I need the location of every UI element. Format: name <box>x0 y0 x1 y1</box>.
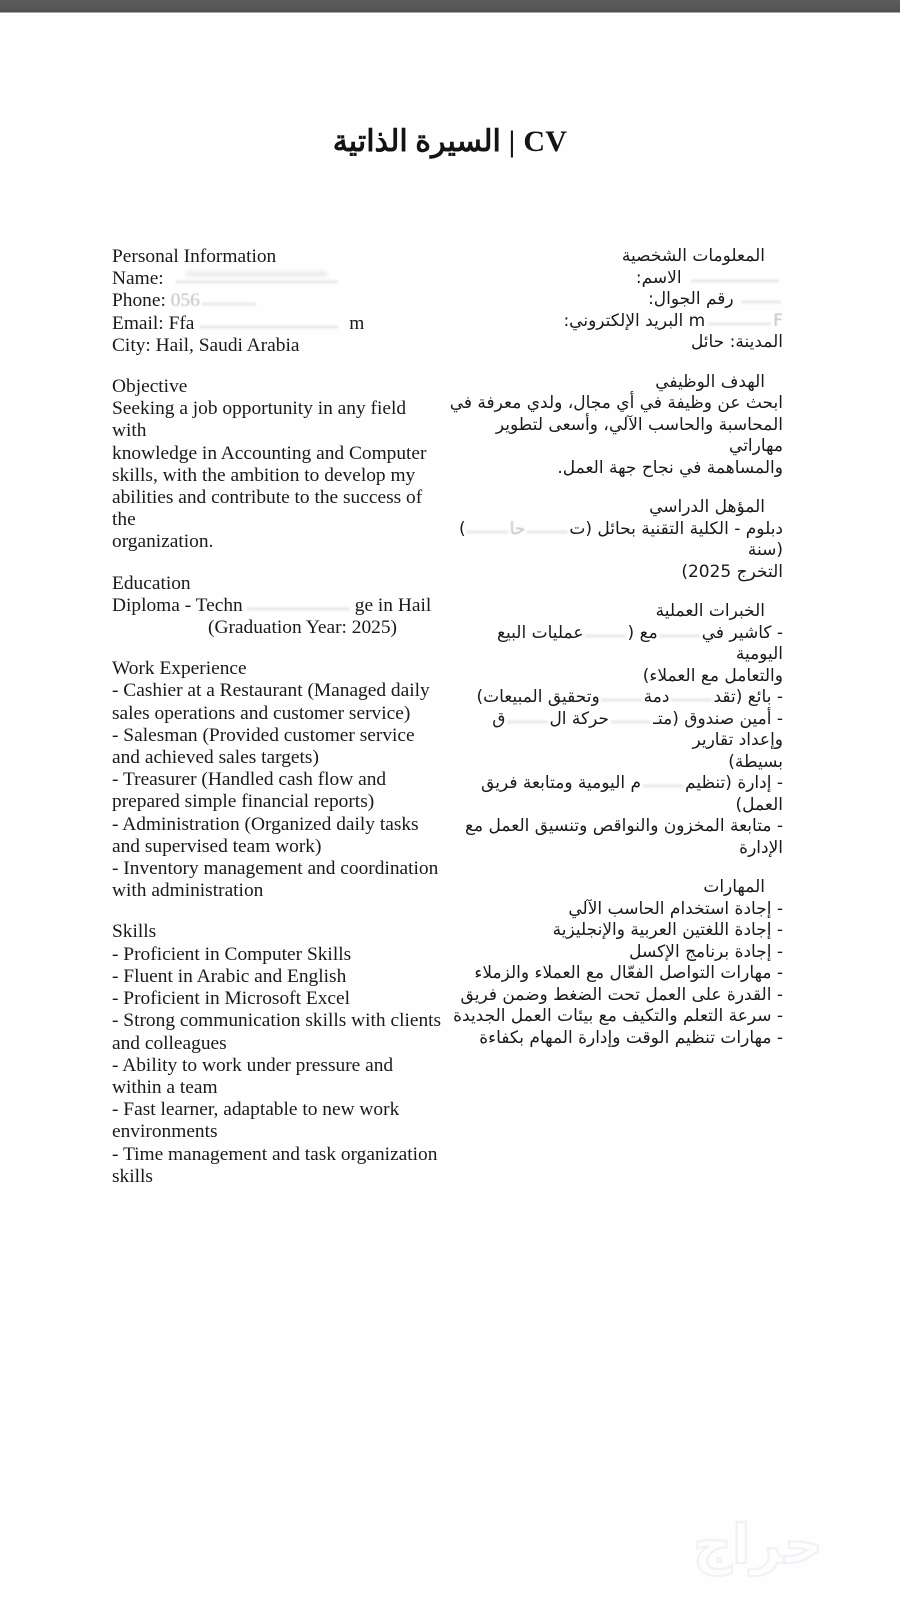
name-label-ar: الاسم: <box>635 267 682 288</box>
work-frag: - كاشير في <box>701 622 783 643</box>
skill-item: - Proficient in Computer Skills <box>112 943 352 965</box>
work-redacted <box>584 623 628 638</box>
work-frag: مع ( <box>627 622 658 643</box>
education-graduation-year: (Graduation Year: 2025) <box>208 617 398 639</box>
heading-personal-information-ar: المعلومات الشخصية <box>621 246 765 266</box>
skill-item-ar: - القدرة على العمل تحت الضغط وضمن فريق <box>460 984 783 1005</box>
work-item-ar <box>447 773 783 816</box>
education-degree <box>112 595 442 617</box>
email-suffix: m <box>349 312 365 334</box>
heading-work-experience: Work Experience <box>112 658 247 680</box>
email-label: Email: <box>112 312 164 334</box>
work-item: - Administration (Organized daily tasks and supervised team work) <box>112 813 424 857</box>
work-frag: حركة ال <box>549 708 610 729</box>
degree-redacted-ar <box>525 519 569 534</box>
arabic-column <box>447 246 783 1049</box>
education-degree-ar <box>447 519 783 562</box>
skill-item-ar: - مهارات تنظيم الوقت وإدارة المهام بكفاءة <box>479 1027 783 1048</box>
work-frag: - بائع (تقد <box>713 687 783 707</box>
work-item-ar <box>447 687 783 709</box>
work-redacted <box>609 709 653 724</box>
section-work-experience-ar <box>447 601 783 859</box>
work-frag: م اليومية ومتابعة فريق العمل) <box>475 773 783 815</box>
email-value-redacted-ar <box>705 311 773 326</box>
objective-line-ar: ابحث عن وظيفة في أي مجال، ولدي معرفة في <box>449 393 783 413</box>
work-item: - Cashier at a Restaurant (Managed daily sales operations and customer service) <box>112 680 435 724</box>
work-item-ar: - متابعة المخزون والنواقص وتنسيق العمل مع الإدارة <box>459 816 783 858</box>
heading-education-ar: المؤهل الدراسي <box>649 497 765 517</box>
work-frag: - إدارة (تنظيم <box>685 773 783 793</box>
field-email-ar <box>447 311 783 333</box>
phone-value-redacted-ar <box>739 289 783 304</box>
haraj-watermark <box>642 1505 874 1579</box>
page-title: CV | السيرة الذاتية <box>332 125 568 158</box>
skill-item: - Ability to work under pressure and within a team <box>112 1054 398 1098</box>
skill-item-ar: - سرعة التعلم والتكيف مع بيئات العمل الجديدة <box>453 1006 783 1026</box>
work-frag: دمة <box>643 687 670 707</box>
heading-work-experience-ar: الخبرات العملية <box>655 601 765 621</box>
degree-redacted <box>243 596 355 611</box>
degree-line-end-ar: ) (سنة <box>453 518 783 560</box>
work-redacted <box>658 623 702 638</box>
skill-item: - Time management and task organization skills <box>112 1143 443 1187</box>
city-label: City: <box>112 334 151 356</box>
skill-item: - Fast learner, adaptable to new work environments <box>112 1099 405 1143</box>
objective-line-ar: المحاسبة والحاسب الآلي، وأسعى لتطوير مهاراتي <box>490 414 783 456</box>
objective-line: knowledge in Accounting and Computer <box>112 442 427 464</box>
work-frag: - أمين صندوق (متـ <box>653 708 783 729</box>
section-personal-information-ar <box>447 246 783 354</box>
heading-objective-ar: الهدف الوظيفي <box>655 371 765 392</box>
work-item-ar: والتعامل مع العملاء) <box>642 665 783 686</box>
city-value: Hail, Saudi Arabia <box>155 334 300 356</box>
objective-line: skills, with the ambition to develop my <box>112 464 416 486</box>
email-value-redacted <box>194 314 344 329</box>
degree-suffix: ge in Hail <box>354 594 432 616</box>
objective-line: organization. <box>112 531 214 553</box>
skill-item: - Proficient in Microsoft Excel <box>112 988 351 1010</box>
field-phone <box>112 290 442 312</box>
heading-skills: Skills <box>112 921 157 943</box>
watermark-text: حراج <box>693 1513 823 1576</box>
email-tail-ar: m <box>688 310 706 331</box>
section-education-ar <box>447 497 783 583</box>
work-item: - Inventory management and coordination with administration <box>112 858 444 902</box>
degree-prefix: Diploma - Techn <box>112 594 243 616</box>
work-item: - Salesman (Provided customer service and achieved sales targets) <box>112 724 420 769</box>
field-city-ar: المدينة: حائل <box>690 332 783 352</box>
section-education-en <box>112 573 442 640</box>
phone-label-ar: رقم الجوال: <box>648 289 734 309</box>
field-name <box>112 268 442 290</box>
name-value-redacted <box>169 269 345 284</box>
work-redacted <box>669 687 713 702</box>
section-work-experience-en <box>112 658 442 902</box>
document-page <box>0 14 900 1601</box>
phone-value-partial: 056 <box>170 290 200 312</box>
section-skills-en <box>112 921 446 1187</box>
section-objective-en <box>112 376 442 554</box>
skill-item-ar: - إجادة اللغتين العربية والإنجليزية <box>552 920 783 940</box>
work-item: - Treasurer (Handled cash flow and prepared simple financial reports) <box>112 769 391 813</box>
section-personal-information-en <box>112 246 442 357</box>
degree-redacted-ar-2 <box>466 519 510 534</box>
email-value-partial: Ffa <box>168 312 195 334</box>
degree-line-start-ar: دبلوم - الكلية التقنية بحائل (ت <box>569 518 783 539</box>
skill-item: - Strong communication skills with clients and colleagues <box>112 1010 446 1054</box>
field-phone-ar <box>447 289 783 311</box>
skill-item-ar: - إجادة برنامج الإكسل <box>629 941 783 962</box>
field-city <box>112 335 442 357</box>
section-objective-ar <box>447 372 783 480</box>
email-label-ar: البريد الإلكتروني: <box>563 310 684 331</box>
work-frag: وتحقيق المبيعات) <box>476 687 600 707</box>
field-email <box>112 313 442 335</box>
phone-value-redacted <box>200 291 258 306</box>
name-value-redacted-ar <box>687 268 783 283</box>
heading-education: Education <box>112 572 191 594</box>
education-graduation-year-ar: التخرج 2025) <box>681 561 783 582</box>
skill-item: - Fluent in Arabic and English <box>112 965 347 987</box>
work-item-ar <box>447 709 783 752</box>
email-fragment-ar: F <box>773 310 783 331</box>
work-redacted <box>600 687 644 702</box>
degree-line-mid-ar: حا <box>509 518 526 539</box>
english-column <box>112 246 446 1188</box>
heading-skills-ar: المهارات <box>703 877 765 897</box>
work-item-ar <box>447 623 783 666</box>
work-redacted <box>641 773 685 788</box>
heading-objective: Objective <box>112 376 188 398</box>
section-skills-ar <box>447 877 783 1049</box>
objective-line-ar: والمساهمة في نجاح جهة العمل. <box>557 457 783 478</box>
work-frag: ق وإعداد تقارير <box>486 708 783 750</box>
work-item-ar: بسيطة) <box>728 751 783 772</box>
field-name-ar <box>447 268 783 290</box>
app-top-bar <box>0 0 900 13</box>
objective-line: Seeking a job opportunity in any field with <box>112 398 411 442</box>
work-frag: عمليات البيع اليومية <box>491 622 783 664</box>
skill-item-ar: - مهارات التواصل الفعّال مع العملاء والزملاء <box>474 963 783 983</box>
skill-item-ar: - إجادة استخدام الحاسب الآلي <box>568 898 783 919</box>
objective-line: abilities and contribute to the success of the <box>112 487 428 531</box>
phone-label: Phone: <box>112 290 166 312</box>
heading-personal-information: Personal Information <box>112 246 277 267</box>
work-redacted <box>505 709 549 724</box>
name-label: Name: <box>112 268 164 290</box>
